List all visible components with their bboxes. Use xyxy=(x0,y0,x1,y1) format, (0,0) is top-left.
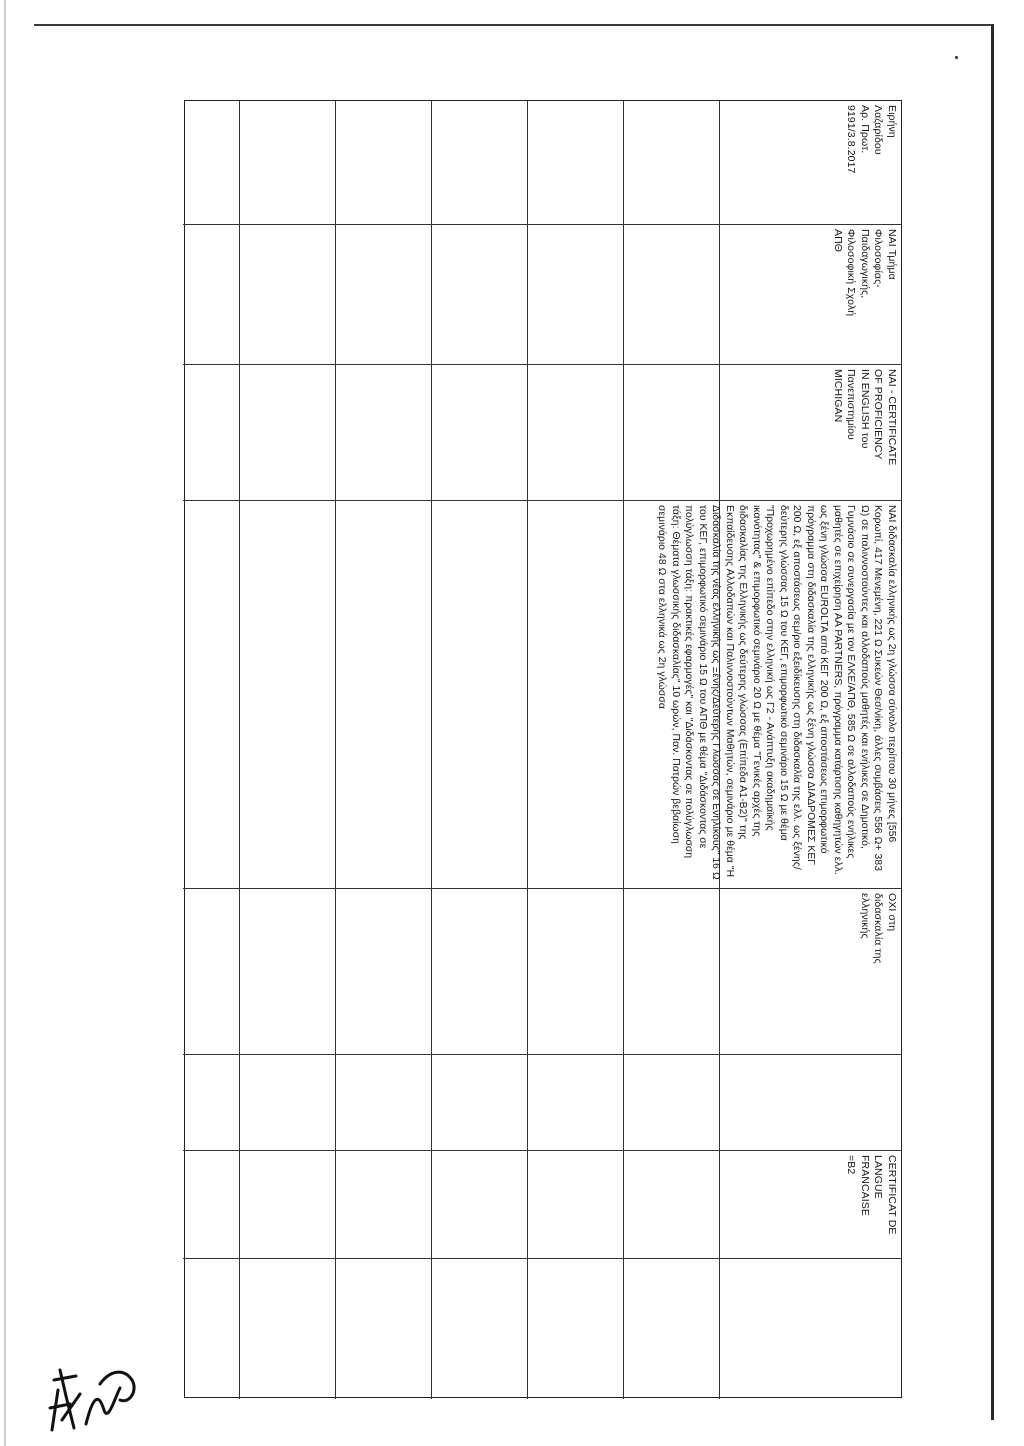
table-cell: ΝΑΙ Τμήμα Φιλοσοφίας- Παιδαγωγικής, Φιλοσοφική Σχολή ΑΠΘ xyxy=(719,225,901,365)
table-cell xyxy=(239,365,335,501)
table-cell xyxy=(431,1151,527,1259)
table-cell xyxy=(527,889,623,1055)
table-cell xyxy=(719,1259,901,1399)
table-cell xyxy=(623,1259,719,1399)
table-cell: ΝΑΙ - CERTIFICATE OF PROFICIENCY IN ENGLISH του Πανεπιστημίου MICHIGAN xyxy=(719,365,901,501)
scan-edge-line xyxy=(4,0,6,1446)
table-cell xyxy=(431,1055,527,1151)
table-cell: ΟΧΙ στη διδασκαλία της ελληνικής xyxy=(719,889,901,1055)
table-cell: ΝΑΙ διδασκαλία ελληνικής ως 2η γλώσσα σύνολο περίπου 30 μήνες [556 Κορωπί, 417 Μενεμένη, 221 Ω Συκεών Θεσ/νίκη, άλλες συμβάσεις 556 Ω+ 383 Ω) σε παλιννοστούντες και αλλοδαπούς μαθητές και ενήλικες σε Δημοτικό, Γυμνάσιο σε συνεργασία με τον ΕΛΚΕ/ΑΠΘ, 585 Ω σε αλλοδαπούς ενήλικες μαθητές σε επιχείρηση ΑΑ PARTNERS, πρόγραμμα κατάρτισης καθηγητών ελλ. ως ξένη γλώσσα EUROLTA από ΚΕΓ 200 Ω, εξ αποστάσεως επιμορφωτικό πρόγραμμα στη διδασκαλία της ελληνικής ως ξένη γλώσσα ΔΙΑΔΡΟΜΕΣ ΚΕΓ 200 Ω, εξ αποστάσεως σεμ/ριο εξειδίκευσης στη διδασκαλία της ελλ. ως ξένης/δεύτερης γλώσσας 15 Ω του ΚΕΓ, επιμορφωτικό σεμινάριο 15 Ω με θέμα "Προχωρημένο επίπεδο στην ελληνική ως Γ2 - Ανάπτυξη ακαδημαϊκής ικανότητας" & επιμορφωτικό σεμινάριο 20 Ω με θέμα "Γενικές αρχές της διδασκαλίας της Ελληνικής ως δεύτερης γλώσσας (Επίπεδα Α1-Β2)" της Εκπαίδευσης Αλλοδαπών και Παλιννοστούντων Μαθητών, σεμινάριο με θέμα "Η Διδασκαλία της νέας ελληνικής ως Ξένης/Δεύτερης Γλώσσας σε Ενηλίκους" 16 Ω του ΚΕΓ, επιμορφωτικό σεμινάριο 15 Ω του ΑΠΘ με θέμα "Διδάσκοντας σε πολύγλωσση τάξη: πρακτικές εφαρμογές" και "Διδάσκοντας σε πολύγλωσση τάξη: Θέματα γλωσσικής διδασκαλίας" 10 ωρών, Παν. Πατρών βεβαίωση σεμινάριο 48 Ω στα ελληνικά ως 2η γλώσσα xyxy=(719,501,901,889)
table-cell xyxy=(527,1055,623,1151)
table-cell xyxy=(183,365,239,501)
signature-mark xyxy=(40,1360,150,1440)
table-cell xyxy=(335,225,431,365)
table-cell xyxy=(335,1151,431,1259)
table-cell xyxy=(527,225,623,365)
table-cell xyxy=(623,225,719,365)
table-cell xyxy=(431,365,527,501)
table-cell xyxy=(335,101,431,225)
table-cell xyxy=(623,501,719,889)
table-cell xyxy=(431,225,527,365)
candidate-table xyxy=(184,100,902,1398)
table-cell xyxy=(527,1151,623,1259)
table-cell xyxy=(183,1055,239,1151)
table-cell xyxy=(335,501,431,889)
table-cell xyxy=(239,889,335,1055)
table-cell xyxy=(335,889,431,1055)
table-cell xyxy=(183,889,239,1055)
table-cell xyxy=(623,101,719,225)
table-cell xyxy=(527,1259,623,1399)
table-cell xyxy=(239,225,335,365)
table-cell xyxy=(183,501,239,889)
table-cell xyxy=(431,501,527,889)
table-cell xyxy=(431,101,527,225)
table-cell xyxy=(527,101,623,225)
table-cell xyxy=(431,889,527,1055)
table-cell xyxy=(239,101,335,225)
table-cell xyxy=(335,1259,431,1399)
table-cell xyxy=(623,1151,719,1259)
table-cell: CERTIFICAT DE LANGUE FRANCAISE =B2 xyxy=(719,1151,901,1259)
table-cell xyxy=(527,365,623,501)
table-cell xyxy=(239,1151,335,1259)
table-cell xyxy=(335,1055,431,1151)
table-cell xyxy=(239,501,335,889)
table-cell xyxy=(183,1259,239,1399)
scan-speck xyxy=(955,56,958,59)
table-cell xyxy=(623,889,719,1055)
table-cell xyxy=(239,1259,335,1399)
table-cell xyxy=(527,501,623,889)
table-cell xyxy=(623,1055,719,1151)
table-cell xyxy=(239,1055,335,1151)
table-cell xyxy=(719,1055,901,1151)
table-cell xyxy=(431,1259,527,1399)
table-cell xyxy=(183,1151,239,1259)
table-cell xyxy=(183,101,239,225)
table-cell xyxy=(183,225,239,365)
table-cell xyxy=(335,365,431,501)
table-cell xyxy=(623,365,719,501)
table-cell: Ειρήνη Λαζαρίδου Αρ. Πρωτ. 9191/3.8.2017 xyxy=(719,101,901,225)
